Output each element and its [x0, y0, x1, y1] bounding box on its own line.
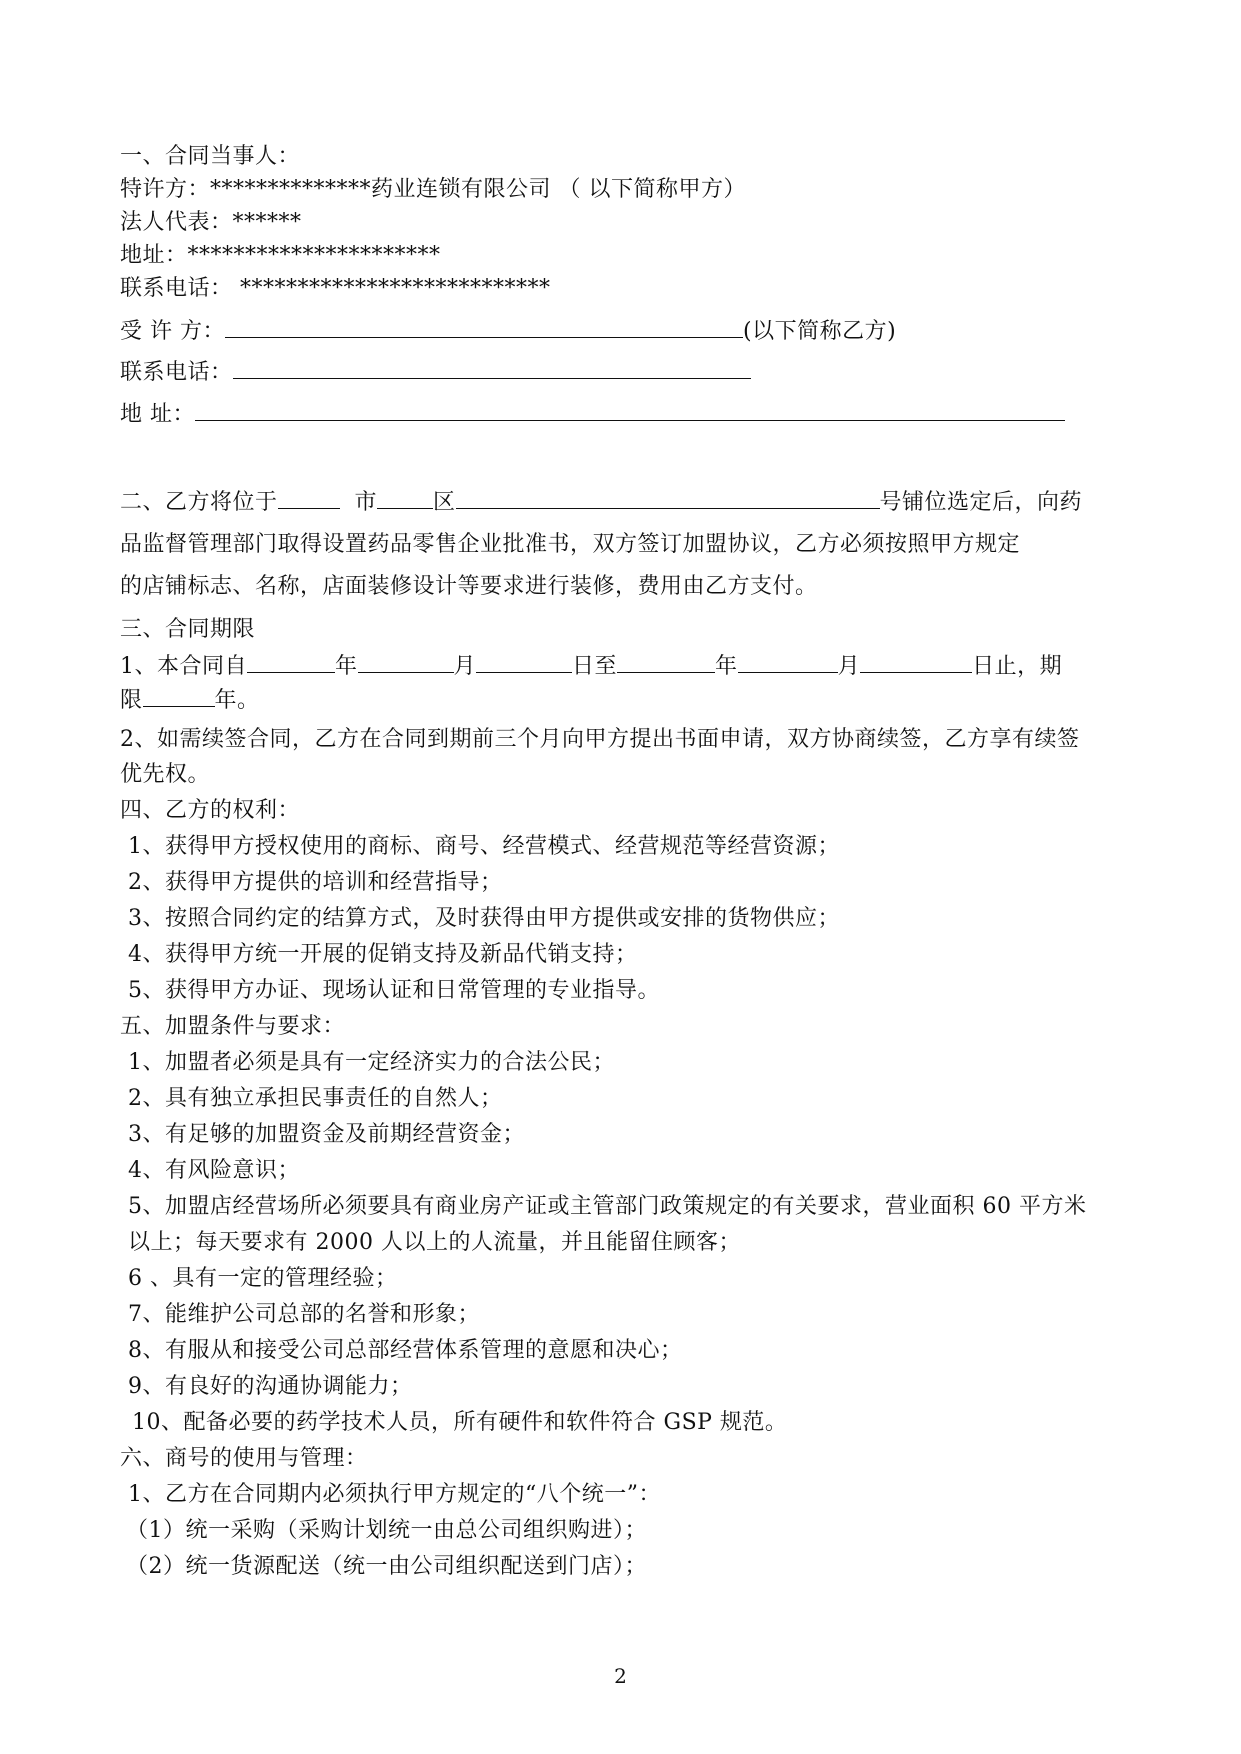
- phone-line: 联系电话： ***************************: [120, 276, 551, 301]
- address2-label: 地 址：: [120, 402, 195, 427]
- address2-line: [120, 398, 1065, 430]
- s2-district: 区: [433, 490, 456, 515]
- s3-start-year-blank[interactable]: [247, 650, 335, 673]
- franchisee-blank[interactable]: [225, 315, 743, 338]
- franchisee-label: 受 许 方：: [120, 319, 225, 344]
- s5-item: 7、能维护公司总部的名誉和形象；: [128, 1302, 480, 1327]
- s6-item: 1、乙方在合同期内必须执行甲方规定的“八个统一”：: [128, 1482, 661, 1507]
- s5-item: 5、加盟店经营场所必须要具有商业房产证或主管部门政策规定的有关要求，营业面积 60 平方米: [128, 1194, 1087, 1219]
- s3-month-1: 月: [453, 654, 477, 679]
- section-5-title: 五、加盟条件与要求：: [120, 1014, 346, 1039]
- s3-limit-b: 年。: [214, 688, 260, 713]
- s3-limit-a: 限: [120, 688, 143, 713]
- s4-item: 1、获得甲方授权使用的商标、商号、经营模式、经营规范等经营资源；: [128, 834, 840, 859]
- s6-subitem: （1）统一采购（采购计划统一由总公司组织购进）；: [126, 1518, 647, 1543]
- s5-item: 10、配备必要的药学技术人员，所有硬件和软件符合 GSP 规范。: [132, 1410, 788, 1435]
- s3-year-1: 年: [335, 654, 358, 679]
- s2-suffix: 号铺位选定后，向药: [879, 490, 1083, 515]
- franchisee-suffix: (以下简称乙方): [743, 319, 897, 344]
- s5-item: 4、有风险意识；: [128, 1158, 300, 1183]
- franchisee-line: [120, 315, 896, 347]
- s5-item: 9、有良好的沟通协调能力；: [128, 1374, 413, 1399]
- s4-item: 2、获得甲方提供的培训和经营指导；: [128, 870, 503, 895]
- s3-item1-start: 1、本合同自: [120, 654, 247, 679]
- legal-rep-line: 法人代表：******: [120, 210, 302, 235]
- page-number: 2: [614, 1664, 627, 1688]
- section-2-line1: [120, 486, 1082, 518]
- phone2-line: [120, 356, 751, 388]
- s5-item: 6 、具有一定的管理经验；: [128, 1266, 398, 1291]
- section-1-title: 一、合同当事人：: [120, 144, 301, 169]
- s6-subitem: （2）统一货源配送（统一由公司组织配送到门店）；: [126, 1554, 647, 1579]
- s5-item: 3、有足够的加盟资金及前期经营资金；: [128, 1122, 525, 1147]
- s5-item-continuation: 以上；每天要求有 2000 人以上的人流量，并且能留住顾客；: [128, 1230, 741, 1255]
- s3-day-end: 日止，期: [972, 654, 1063, 679]
- s3-day-to: 日至: [572, 654, 618, 679]
- s3-end-day-blank[interactable]: [860, 650, 972, 673]
- s3-year-2: 年: [715, 654, 738, 679]
- s3-limit-blank[interactable]: [143, 684, 215, 707]
- section-3-title: 三、合同期限: [120, 617, 256, 642]
- address-line: 地址：**********************: [120, 243, 441, 268]
- phone2-blank[interactable]: [233, 356, 751, 379]
- phone2-label: 联系电话：: [120, 360, 233, 385]
- s2-shop-blank[interactable]: [456, 486, 880, 509]
- s2-prefix: 二、乙方将位于: [120, 490, 278, 515]
- section-3-limit: [120, 684, 260, 716]
- s3-start-month-blank[interactable]: [358, 650, 454, 673]
- section-2-line3: 的店铺标志、名称，店面装修设计等要求进行装修，费用由乙方支付。: [120, 574, 818, 599]
- s4-item: 4、获得甲方统一开展的促销支持及新品代销支持；: [128, 942, 638, 967]
- s3-end-year-blank[interactable]: [617, 650, 715, 673]
- s2-district-blank[interactable]: [377, 486, 433, 509]
- s2-city-blank[interactable]: [278, 486, 340, 509]
- section-3-item2-line2: 优先权。: [120, 762, 211, 787]
- s2-city: 市: [354, 490, 378, 515]
- section-3-item1: [120, 650, 1062, 682]
- s5-item: 8、有服从和接受公司总部经营体系管理的意愿和决心；: [128, 1338, 683, 1363]
- section-6-title: 六、商号的使用与管理：: [120, 1446, 368, 1471]
- s3-month-2: 月: [837, 654, 861, 679]
- s4-item: 5、获得甲方办证、现场认证和日常管理的专业指导。: [128, 978, 660, 1003]
- s5-item: 1、加盟者必须是具有一定经济实力的合法公民；: [128, 1050, 615, 1075]
- address2-blank[interactable]: [195, 398, 1065, 421]
- section-2-line2: 品监督管理部门取得设置药品零售企业批准书，双方签订加盟协议，乙方必须按照甲方规定: [120, 532, 1021, 557]
- section-3-item2-line1: 2、如需续签合同，乙方在合同到期前三个月向甲方提出书面申请，双方协商续签，乙方享有续签: [120, 727, 1080, 752]
- s5-item: 2、具有独立承担民事责任的自然人；: [128, 1086, 503, 1111]
- s3-start-day-blank[interactable]: [476, 650, 572, 673]
- franchisor-line: 特许方：**************药业连锁有限公司 （ 以下简称甲方）: [120, 177, 746, 202]
- s3-end-month-blank[interactable]: [738, 650, 838, 673]
- section-4-title: 四、乙方的权利：: [120, 798, 301, 823]
- s4-item: 3、按照合同约定的结算方式，及时获得由甲方提供或安排的货物供应；: [128, 906, 840, 931]
